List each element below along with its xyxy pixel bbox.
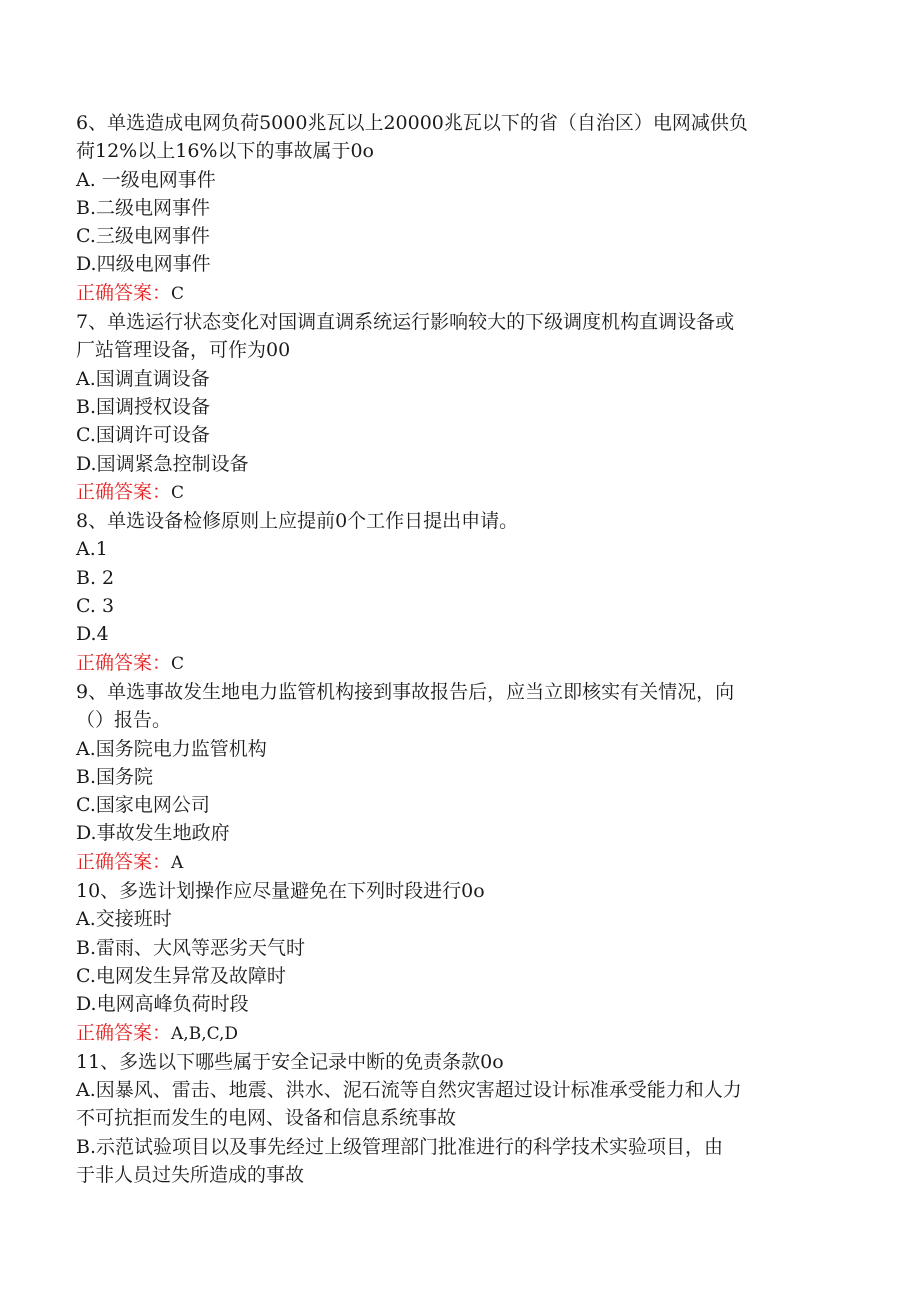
- question-block: [76, 877, 846, 1048]
- question-stem: 厂站管理设备，可作为00: [76, 339, 291, 362]
- answer-value: C: [171, 482, 185, 503]
- question-stem: 11、多选以下哪些属于安全记录中断的免责条款0o: [76, 1050, 504, 1073]
- option-b: B.二级电网事件: [76, 196, 211, 219]
- option-b: B.国务院: [76, 765, 154, 788]
- question-block: [76, 507, 846, 678]
- option-a: A.1: [76, 538, 108, 561]
- answer-line: [76, 1019, 846, 1048]
- option-b: B.国调授权设备: [76, 395, 211, 418]
- answer-value: A,B,C,D: [171, 1023, 239, 1044]
- question-stem: 6、单选造成电网负荷5000兆瓦以上20000兆瓦以下的省（自治区）电网减供负: [76, 112, 748, 134]
- option-c: C.三级电网事件: [76, 225, 210, 248]
- answer-line: [76, 478, 846, 507]
- question-stem: 荷12%以上16%以下的事故属于0o: [76, 140, 374, 163]
- question-block: [76, 1048, 846, 1189]
- question-stem: 8、单选设备检修原则上应提前0个工作日提出申请。: [76, 510, 519, 533]
- option-b: B.雷雨、大风等恶劣天气时: [76, 936, 306, 959]
- answer-line: [76, 279, 846, 308]
- option-b: B. 2: [76, 566, 115, 589]
- question-block: [76, 109, 846, 308]
- option-b-cont: 于非人员过失所造成的事故: [76, 1163, 305, 1186]
- option-d: D.电网高峰负荷时段: [76, 993, 249, 1016]
- answer-label: 正确答案：: [76, 281, 172, 304]
- option-d: D.事故发生地政府: [76, 822, 230, 845]
- question-block: [76, 678, 846, 877]
- answer-label: 正确答案：: [76, 480, 172, 503]
- question-stem: （）报告。: [76, 709, 172, 732]
- option-a: A.国务院电力监管机构: [76, 737, 267, 760]
- option-d: D.国调紧急控制设备: [76, 452, 249, 475]
- answer-label: 正确答案：: [76, 651, 172, 674]
- question-stem: 9、单选事故发生地电力监管机构接到事故报告后，应当立即核实有关情况，向: [76, 680, 735, 703]
- option-c: C.国调许可设备: [76, 424, 210, 447]
- option-a: A.交接班时: [76, 908, 172, 931]
- option-d: D.四级电网事件: [76, 253, 211, 276]
- answer-line: [76, 848, 846, 877]
- answer-value: C: [171, 653, 185, 674]
- question-stem: 7、单选运行状态变化对国调直调系统运行影响较大的下级调度机构直调设备或: [76, 311, 735, 334]
- option-a: A.国调直调设备: [76, 367, 210, 390]
- answer-label: 正确答案：: [76, 1021, 172, 1044]
- option-c: C.国家电网公司: [76, 794, 210, 817]
- question-stem: 10、多选计划操作应尽量避免在下列时段进行0o: [76, 880, 485, 903]
- document-page: [76, 109, 846, 1189]
- answer-value: C: [171, 283, 185, 304]
- answer-line: [76, 649, 846, 678]
- option-a: A.因暴风、雷击、地震、洪水、泥石流等自然灾害超过设计标准承受能力和人力: [76, 1079, 742, 1102]
- answer-value: A: [171, 852, 184, 873]
- option-a-cont: 不可抗拒而发生的电网、设备和信息系统事故: [76, 1107, 457, 1130]
- option-b: B.示范试验项目以及事先经过上级管理部门批准进行的科学技术实验项目，由: [76, 1135, 724, 1158]
- question-block: [76, 308, 846, 507]
- answer-label: 正确答案：: [76, 850, 172, 873]
- option-c: C. 3: [76, 595, 115, 618]
- option-d: D.4: [76, 623, 109, 646]
- option-c: C.电网发生异常及故障时: [76, 964, 286, 987]
- option-a: A. 一级电网事件: [76, 168, 216, 191]
